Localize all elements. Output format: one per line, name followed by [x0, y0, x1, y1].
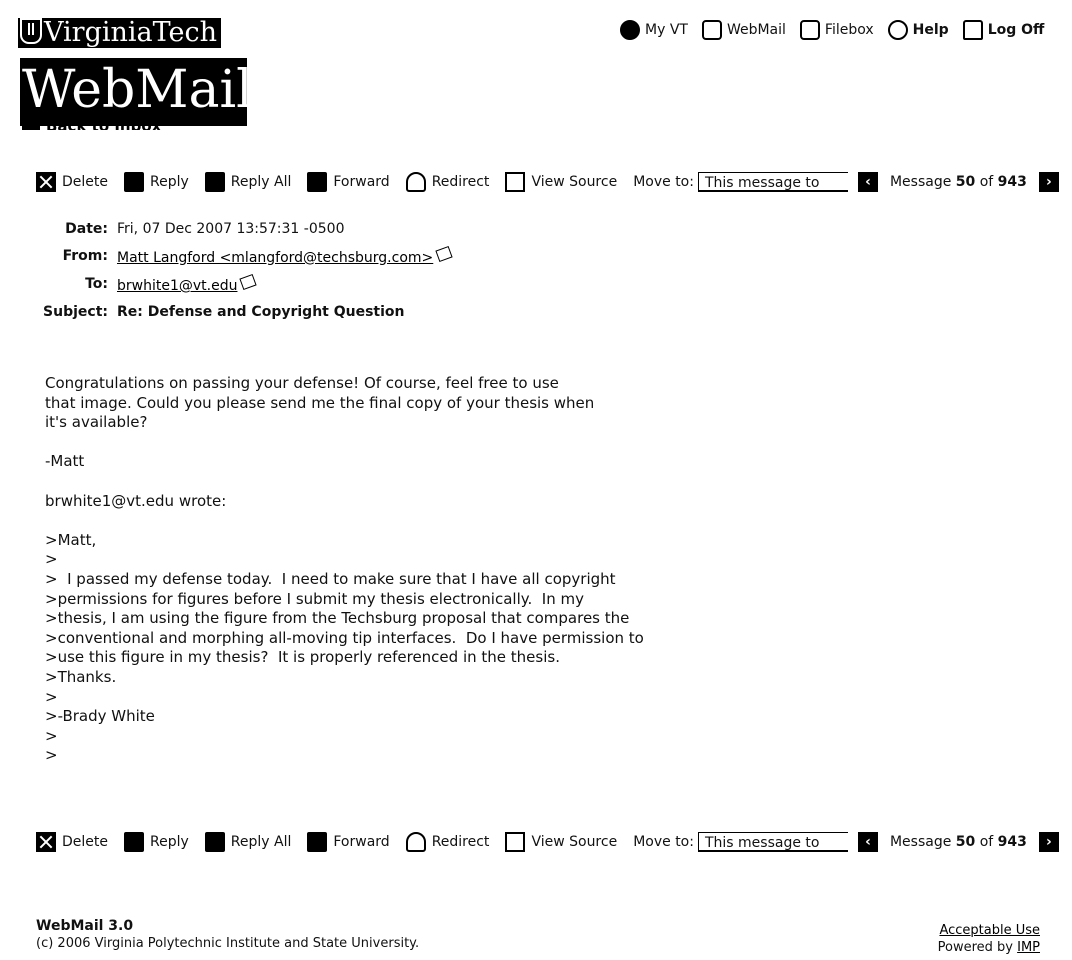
add-contact-icon[interactable] [436, 246, 453, 262]
move-to-label: Move to: [633, 834, 694, 850]
powered-by [938, 939, 1040, 956]
to-address-link[interactable]: brwhite1@vt.edu [117, 278, 238, 294]
reply-label: Reply [150, 834, 189, 850]
next-message-icon[interactable]: › [1039, 832, 1059, 852]
date-value: Fri, 07 Dec 2007 13:57:31 -0500 [117, 221, 345, 237]
forward-button[interactable] [307, 832, 389, 852]
message-toolbar-top [36, 172, 1059, 192]
move-to-select[interactable]: This message to [698, 832, 848, 852]
from-label: From: [62, 248, 108, 264]
virginia-tech-logo[interactable] [18, 18, 221, 48]
view-source-button[interactable] [505, 172, 617, 192]
add-contact-icon[interactable] [240, 274, 257, 290]
previous-message-icon[interactable]: ‹ [858, 832, 878, 852]
delete-label: Delete [62, 174, 108, 190]
from-value-wrap [117, 248, 451, 266]
nav-log-off-label: Log Off [987, 22, 1045, 38]
date-label: Date: [65, 221, 108, 237]
forward-icon [307, 172, 327, 192]
forward-label: Forward [333, 834, 390, 850]
move-to-control [633, 172, 848, 192]
nav-my-vt[interactable] [620, 20, 688, 40]
message-body: Congratulations on passing your defense! Of course, feel free to use that image. Could you please send me the final copy of your thesis when it's available? -Matt brwhite1@vt.edu wrote: >Matt, > > I passed my defense today. I need to make sure that I have all copyright >permissions for figures before I submit my thesis electronically. In my >thesis, I am using the figure from the Techsburg proposal that compares the >conventional and morphing all-moving tip interfaces. Do I have permission to >use this figure in my thesis? It is properly referenced in the thesis. >Thanks. > >-Brady White > > [45, 374, 644, 765]
delete-icon [36, 832, 56, 852]
version-label: WebMail 3.0 [36, 918, 134, 934]
redirect-label: Redirect [431, 174, 490, 190]
lock-icon [963, 20, 983, 40]
move-to-control [633, 832, 848, 852]
delete-icon [36, 172, 56, 192]
message-total: 943 [997, 834, 1027, 850]
reply-all-label: Reply All [230, 174, 292, 190]
top-navigation [620, 20, 1044, 40]
imp-link[interactable]: IMP [1017, 940, 1040, 955]
eye-icon [620, 20, 640, 40]
reply-all-button[interactable] [205, 832, 292, 852]
forward-label: Forward [333, 174, 390, 190]
reply-label: Reply [150, 174, 189, 190]
reply-all-icon [205, 172, 225, 192]
reply-icon [124, 172, 144, 192]
previous-message-icon[interactable]: ‹ [858, 172, 878, 192]
of-word: of [979, 174, 994, 190]
acceptable-use-link[interactable]: Acceptable Use [939, 923, 1040, 938]
mail-icon [702, 20, 722, 40]
nav-webmail-label: WebMail [726, 22, 786, 38]
nav-help[interactable] [888, 20, 949, 40]
webmail-logo[interactable]: WebMail [20, 58, 247, 126]
message-toolbar-bottom [36, 832, 1059, 852]
view-source-button[interactable] [505, 832, 617, 852]
nav-filebox[interactable] [800, 20, 874, 40]
footer-links [938, 922, 1040, 956]
forward-icon [307, 832, 327, 852]
redirect-icon [406, 832, 426, 852]
document-icon [505, 172, 525, 192]
message-counter [890, 174, 1027, 190]
view-source-label: View Source [531, 174, 618, 190]
reply-all-icon [205, 832, 225, 852]
message-number: 50 [955, 174, 976, 190]
move-to-select[interactable]: This message to [698, 172, 848, 192]
view-source-label: View Source [531, 834, 618, 850]
next-message-icon[interactable]: › [1039, 172, 1059, 192]
reply-all-button[interactable] [205, 172, 292, 192]
nav-my-vt-label: My VT [645, 22, 688, 38]
folder-icon [800, 20, 820, 40]
redirect-icon [406, 172, 426, 192]
message-counter [890, 834, 1027, 850]
reply-icon [124, 832, 144, 852]
nav-help-label: Help [912, 22, 949, 38]
redirect-button[interactable] [406, 172, 490, 192]
nav-webmail[interactable] [702, 20, 786, 40]
message-word: Message [889, 174, 952, 190]
to-label: To: [85, 276, 108, 292]
message-number: 50 [955, 834, 976, 850]
subject-value: Re: Defense and Copyright Question [117, 304, 405, 320]
forward-button[interactable] [307, 172, 389, 192]
reply-button[interactable] [124, 832, 189, 852]
delete-label: Delete [62, 834, 108, 850]
university-name: VirginiaTech [44, 17, 218, 48]
nav-filebox-label: Filebox [824, 22, 874, 38]
of-word: of [979, 834, 994, 850]
redirect-button[interactable] [406, 832, 490, 852]
footer-info [36, 918, 419, 952]
reply-button[interactable] [124, 172, 189, 192]
message-word: Message [889, 834, 952, 850]
from-address-link[interactable]: Matt Langford <mlangford@techsburg.com> [117, 250, 434, 266]
delete-button[interactable] [36, 172, 108, 192]
reply-all-label: Reply All [230, 834, 292, 850]
vt-shield-icon [20, 18, 42, 44]
to-value-wrap [117, 276, 255, 294]
help-icon [888, 20, 908, 40]
subject-label: Subject: [43, 304, 108, 320]
redirect-label: Redirect [431, 834, 490, 850]
copyright-text: (c) 2006 Virginia Polytechnic Institute and State University. [36, 936, 420, 951]
nav-log-off[interactable] [963, 20, 1045, 40]
document-icon [505, 832, 525, 852]
move-to-label: Move to: [633, 174, 694, 190]
delete-button[interactable] [36, 832, 108, 852]
message-total: 943 [997, 174, 1027, 190]
powered-by-label: Powered by [937, 940, 1013, 955]
